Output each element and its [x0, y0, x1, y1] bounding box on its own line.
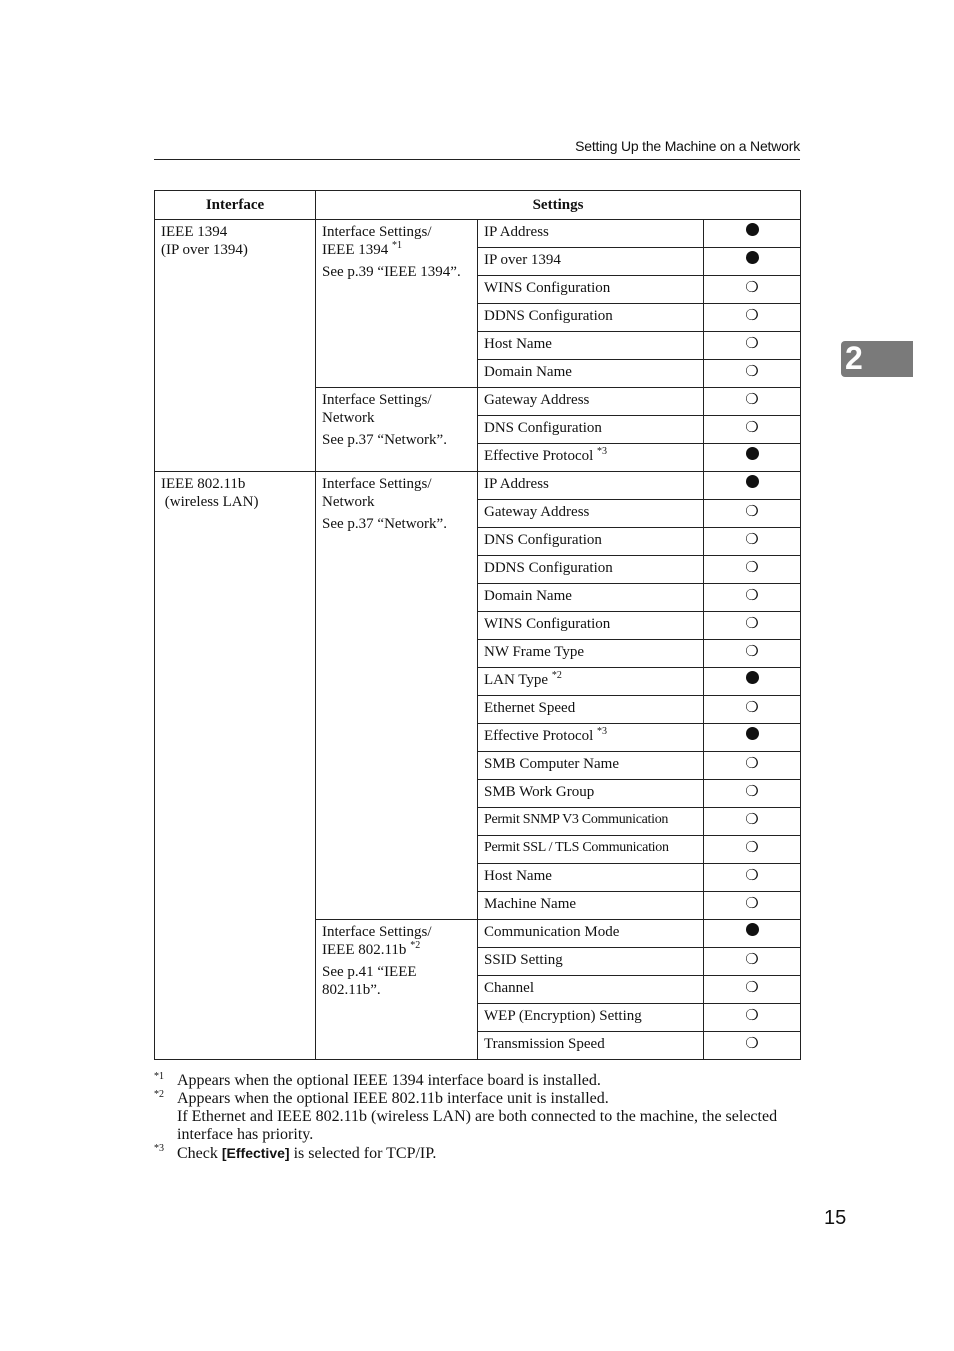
setting-item	[478, 724, 704, 752]
setting-name: NW Frame Type	[484, 644, 585, 660]
requirement-mark-cell	[704, 836, 801, 864]
footnote-ref: *3	[597, 726, 608, 737]
setting-name: Domain Name	[484, 588, 572, 604]
setting-item	[478, 556, 704, 584]
open-circle-icon: ❍	[745, 644, 759, 660]
interface-name: IEEE 1394	[161, 224, 228, 240]
open-circle-icon: ❍	[745, 980, 759, 996]
requirement-mark-cell	[704, 444, 801, 472]
setting-name: Gateway Address	[484, 392, 590, 408]
setting-item	[478, 836, 704, 864]
footnote-2	[154, 1090, 800, 1144]
setting-item	[478, 752, 704, 780]
interface-detail: (wireless LAN)	[161, 494, 259, 510]
setting-item	[478, 220, 704, 248]
table-body	[155, 220, 801, 1060]
footnote-text-continued: If Ethernet and IEEE 802.11b (wireless LAN) are both connected to the machine, the selected interface has priority.	[177, 1108, 778, 1143]
footnotes	[154, 1072, 800, 1163]
footnote-mark: *1	[154, 1071, 164, 1082]
setting-name: Channel	[484, 980, 534, 996]
setting-name: Permit SNMP V3 Communication	[484, 812, 669, 827]
interface-name: IEEE 802.11b	[161, 476, 246, 492]
requirement-mark-cell	[704, 640, 801, 668]
running-header: Setting Up the Machine on a Network	[575, 138, 800, 154]
setting-item	[478, 640, 704, 668]
filled-circle-icon	[746, 727, 759, 740]
open-circle-icon: ❍	[745, 1008, 759, 1024]
settings-table	[154, 190, 801, 1060]
footnote-ref: *2	[551, 670, 562, 681]
interface-cell	[155, 472, 316, 1060]
requirement-mark-cell	[704, 416, 801, 444]
open-circle-icon: ❍	[745, 504, 759, 520]
setting-item	[478, 892, 704, 920]
page-reference: See p.37 “Network”.	[322, 516, 447, 532]
settings-column-header: Settings	[316, 191, 801, 220]
table-row	[155, 220, 801, 248]
footnote-text: Check	[177, 1145, 222, 1162]
page-reference: See p.39 “IEEE 1394”.	[322, 264, 461, 280]
interface-column-header: Interface	[155, 191, 316, 220]
footnote-text: Appears when the optional IEEE 802.11b interface unit is installed.	[177, 1090, 609, 1107]
requirement-mark-cell	[704, 976, 801, 1004]
page-reference: See p.41 “IEEE 802.11b”.	[322, 964, 417, 998]
ui-key-label: [Effective]	[221, 1145, 290, 1161]
setting-name: Effective Protocol	[484, 448, 594, 464]
requirement-mark-cell	[704, 948, 801, 976]
setting-item	[478, 1032, 704, 1060]
setting-name: WINS Configuration	[484, 616, 611, 632]
requirement-mark-cell	[704, 556, 801, 584]
setting-item	[478, 472, 704, 500]
open-circle-icon: ❍	[745, 756, 759, 772]
group-title-line: IEEE 1394	[322, 242, 389, 258]
setting-item	[478, 304, 704, 332]
requirement-mark-cell	[704, 276, 801, 304]
requirement-mark-cell	[704, 696, 801, 724]
filled-circle-icon	[746, 923, 759, 936]
group-title-line: Interface Settings/	[322, 392, 432, 408]
setting-item	[478, 808, 704, 836]
requirement-mark-cell	[704, 864, 801, 892]
open-circle-icon: ❍	[745, 700, 759, 716]
footnote-ref: *3	[597, 446, 608, 457]
setting-name: Effective Protocol	[484, 728, 594, 744]
open-circle-icon: ❍	[745, 420, 759, 436]
open-circle-icon: ❍	[745, 896, 759, 912]
settings-group-title	[322, 391, 471, 427]
requirement-mark-cell	[704, 808, 801, 836]
interface-cell	[155, 220, 316, 472]
requirement-mark-cell	[704, 752, 801, 780]
settings-group-cell	[316, 388, 478, 472]
requirement-mark-cell	[704, 528, 801, 556]
settings-group-title	[322, 475, 471, 511]
setting-item	[478, 248, 704, 276]
setting-item	[478, 920, 704, 948]
requirement-mark-cell	[704, 304, 801, 332]
requirement-mark-cell	[704, 892, 801, 920]
setting-name: Machine Name	[484, 896, 577, 912]
open-circle-icon: ❍	[745, 952, 759, 968]
setting-item	[478, 360, 704, 388]
open-circle-icon: ❍	[745, 588, 759, 604]
requirement-mark-cell	[704, 724, 801, 752]
setting-name: Ethernet Speed	[484, 700, 576, 716]
open-circle-icon: ❍	[745, 784, 759, 800]
setting-item	[478, 948, 704, 976]
group-title-line: Network	[322, 494, 375, 510]
footnote-mark: *3	[154, 1143, 164, 1154]
requirement-mark-cell	[704, 1004, 801, 1032]
filled-circle-icon	[746, 475, 759, 488]
chapter-tab	[841, 341, 913, 377]
open-circle-icon: ❍	[745, 308, 759, 324]
setting-item	[478, 1004, 704, 1032]
setting-name: Communication Mode	[484, 924, 620, 940]
chapter-number: 2	[845, 340, 863, 376]
requirement-mark-cell	[704, 612, 801, 640]
requirement-mark-cell	[704, 920, 801, 948]
requirement-mark-cell	[704, 248, 801, 276]
setting-name: IP over 1394	[484, 252, 561, 268]
setting-name: WINS Configuration	[484, 280, 611, 296]
open-circle-icon: ❍	[745, 868, 759, 884]
group-title-line: IEEE 802.11b	[322, 942, 407, 958]
requirement-mark-cell	[704, 360, 801, 388]
group-title-line: Interface Settings/	[322, 224, 432, 240]
setting-name: Host Name	[484, 336, 552, 352]
group-title-line: Interface Settings/	[322, 476, 432, 492]
open-circle-icon: ❍	[745, 1036, 759, 1052]
header-rule	[154, 159, 800, 160]
setting-item	[478, 780, 704, 808]
footnote-text: Appears when the optional IEEE 1394 interface board is installed.	[177, 1072, 601, 1089]
open-circle-icon: ❍	[745, 532, 759, 548]
open-circle-icon: ❍	[745, 364, 759, 380]
footnote-mark: *2	[154, 1089, 164, 1100]
settings-group-cell	[316, 220, 478, 388]
footnote-ref: *2	[410, 940, 421, 951]
setting-name: Gateway Address	[484, 504, 590, 520]
open-circle-icon: ❍	[745, 616, 759, 632]
requirement-mark-cell	[704, 780, 801, 808]
open-circle-icon: ❍	[745, 280, 759, 296]
settings-group-title	[322, 923, 471, 959]
setting-name: DNS Configuration	[484, 532, 602, 548]
filled-circle-icon	[746, 671, 759, 684]
requirement-mark-cell	[704, 388, 801, 416]
setting-item	[478, 584, 704, 612]
filled-circle-icon	[746, 223, 759, 236]
setting-item	[478, 416, 704, 444]
requirement-mark-cell	[704, 668, 801, 696]
setting-item	[478, 864, 704, 892]
setting-name: SMB Work Group	[484, 784, 595, 800]
footnote-3	[154, 1144, 800, 1163]
settings-group-title	[322, 223, 471, 259]
table-header-row	[155, 191, 801, 220]
setting-name: DDNS Configuration	[484, 308, 613, 324]
settings-group-cell	[316, 920, 478, 1060]
setting-item	[478, 976, 704, 1004]
setting-name: Host Name	[484, 868, 552, 884]
open-circle-icon: ❍	[745, 336, 759, 352]
setting-item	[478, 696, 704, 724]
setting-name: WEP (Encryption) Setting	[484, 1008, 642, 1024]
open-circle-icon: ❍	[745, 560, 759, 576]
setting-name: IP Address	[484, 224, 549, 240]
setting-name: SMB Computer Name	[484, 756, 619, 772]
setting-name: DNS Configuration	[484, 420, 602, 436]
settings-group-cell	[316, 472, 478, 920]
setting-item	[478, 500, 704, 528]
setting-item	[478, 668, 704, 696]
footnote-ref: *1	[391, 240, 402, 251]
setting-item	[478, 528, 704, 556]
setting-name: Domain Name	[484, 364, 572, 380]
setting-item	[478, 388, 704, 416]
footnote-1	[154, 1072, 800, 1090]
setting-item	[478, 612, 704, 640]
requirement-mark-cell	[704, 472, 801, 500]
page-number: 15	[824, 1207, 847, 1229]
setting-item	[478, 332, 704, 360]
group-title-line: Interface Settings/	[322, 924, 432, 940]
setting-name: IP Address	[484, 476, 549, 492]
setting-name: DDNS Configuration	[484, 560, 613, 576]
footnote-text: is selected for TCP/IP.	[289, 1145, 437, 1162]
setting-name: SSID Setting	[484, 952, 563, 968]
setting-name: Transmission Speed	[484, 1036, 605, 1052]
interface-detail: (IP over 1394)	[161, 242, 248, 258]
filled-circle-icon	[746, 251, 759, 264]
requirement-mark-cell	[704, 332, 801, 360]
open-circle-icon: ❍	[745, 392, 759, 408]
setting-item	[478, 276, 704, 304]
requirement-mark-cell	[704, 584, 801, 612]
open-circle-icon: ❍	[745, 812, 759, 828]
table-row	[155, 472, 801, 500]
setting-item	[478, 444, 704, 472]
open-circle-icon: ❍	[745, 840, 759, 856]
group-title-line: Network	[322, 410, 375, 426]
setting-name: LAN Type	[484, 672, 549, 688]
requirement-mark-cell	[704, 500, 801, 528]
requirement-mark-cell	[704, 1032, 801, 1060]
filled-circle-icon	[746, 447, 759, 460]
setting-name: Permit SSL / TLS Communication	[484, 840, 669, 855]
page-reference: See p.37 “Network”.	[322, 432, 447, 448]
requirement-mark-cell	[704, 220, 801, 248]
